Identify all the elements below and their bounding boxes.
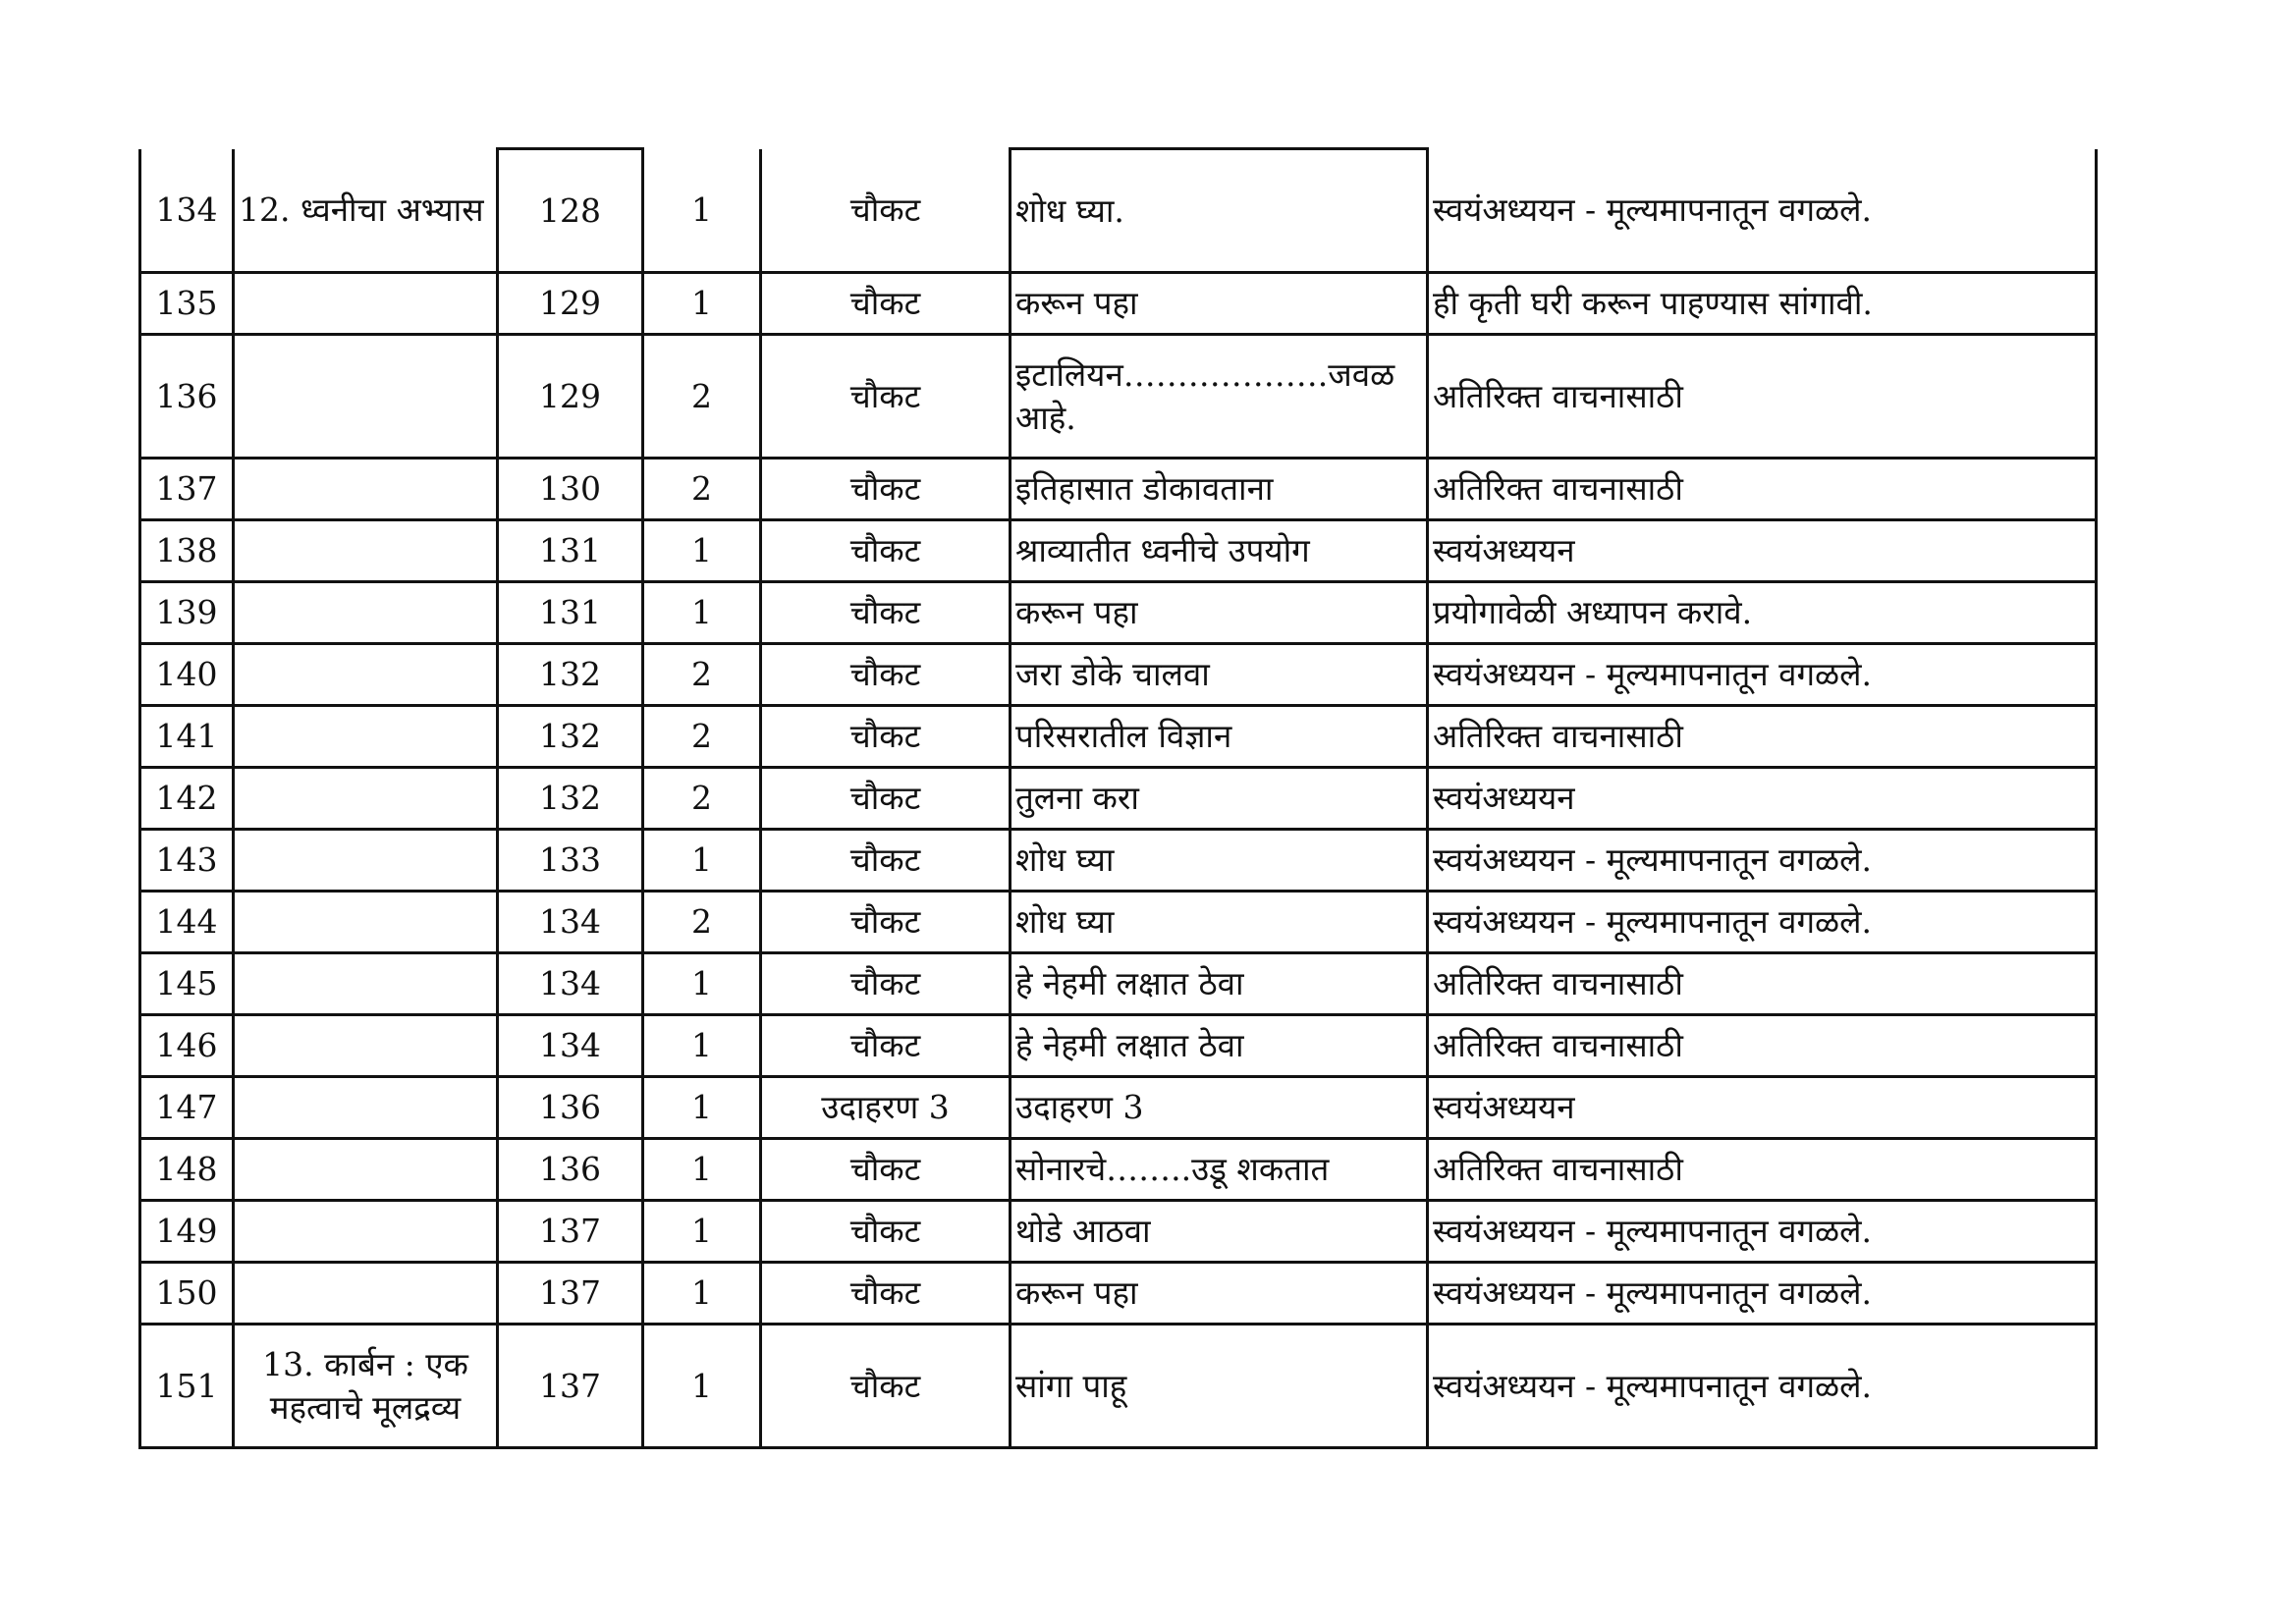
count-cell: 1 [643,830,761,892]
description-cell: करून पहा [1011,273,1428,335]
page-cell: 137 [498,1201,643,1263]
count-cell: 2 [643,459,761,520]
serial-cell: 136 [140,335,234,459]
description-cell: करून पहा [1011,582,1428,644]
description-cell: तुलना करा [1011,768,1428,830]
page-cell: 130 [498,459,643,520]
chapter-cell [234,644,498,706]
remark-cell: स्वयंअध्ययन [1428,1077,2097,1139]
type-cell: चौकट [761,1201,1011,1263]
type-cell: चौकट [761,520,1011,582]
description-cell: शोध घ्या [1011,830,1428,892]
count-cell: 1 [643,1201,761,1263]
activities-table [138,147,2098,1449]
page-cell: 134 [498,892,643,953]
serial-cell: 137 [140,459,234,520]
chapter-cell [234,1139,498,1201]
remark-cell: स्वयंअध्ययन - मूल्यमापनातून वगळले. [1428,830,2097,892]
remark-cell: स्वयंअध्ययन - मूल्यमापनातून वगळले. [1428,1263,2097,1325]
description-cell: सांगा पाहू [1011,1325,1428,1448]
chapter-cell [234,273,498,335]
page-cell: 131 [498,520,643,582]
description-cell: हे नेहमी लक्षात ठेवा [1011,1015,1428,1077]
table-row [140,273,2097,335]
serial-cell: 135 [140,273,234,335]
table-row [140,1263,2097,1325]
serial-cell: 145 [140,953,234,1015]
page-cell: 137 [498,1263,643,1325]
type-cell: चौकट [761,644,1011,706]
page-cell: 131 [498,582,643,644]
table-row [140,830,2097,892]
chapter-cell [234,706,498,768]
serial-cell: 150 [140,1263,234,1325]
description-cell: इटालियन……………….जवळ आहे. [1011,335,1428,459]
table-row [140,1325,2097,1448]
type-cell: चौकट [761,768,1011,830]
chapter-cell [234,1201,498,1263]
table-row [140,953,2097,1015]
page-cell: 132 [498,644,643,706]
remark-cell: स्वयंअध्ययन [1428,768,2097,830]
page-cell: 132 [498,706,643,768]
remark-cell: स्वयंअध्ययन - मूल्यमापनातून वगळले. [1428,1325,2097,1448]
type-cell: चौकट [761,149,1011,273]
serial-cell: 151 [140,1325,234,1448]
remark-cell: स्वयंअध्ययन [1428,520,2097,582]
description-cell: इतिहासात डोकावताना [1011,459,1428,520]
page-cell: 136 [498,1077,643,1139]
remark-cell: अतिरिक्त वाचनासाठी [1428,459,2097,520]
chapter-cell [234,1263,498,1325]
serial-cell: 140 [140,644,234,706]
chapter-cell [234,1077,498,1139]
count-cell: 1 [643,582,761,644]
description-cell: परिसरातील विज्ञान [1011,706,1428,768]
type-cell: चौकट [761,1325,1011,1448]
count-cell: 2 [643,768,761,830]
type-cell: चौकट [761,273,1011,335]
type-cell: चौकट [761,582,1011,644]
count-cell: 1 [643,520,761,582]
description-cell: जरा डोके चालवा [1011,644,1428,706]
serial-cell: 139 [140,582,234,644]
serial-cell: 134 [140,149,234,273]
table-row [140,459,2097,520]
description-cell: शोध घ्या. [1011,149,1428,273]
remark-cell: अतिरिक्त वाचनासाठी [1428,706,2097,768]
page-cell: 128 [498,149,643,273]
count-cell: 1 [643,1325,761,1448]
remark-cell: स्वयंअध्ययन - मूल्यमापनातून वगळले. [1428,892,2097,953]
chapter-cell: 13. कार्बन : एक महत्वाचे मूलद्रव्य [234,1325,498,1448]
table-row [140,768,2097,830]
remark-cell: अतिरिक्त वाचनासाठी [1428,1139,2097,1201]
remark-cell: अतिरिक्त वाचनासाठी [1428,335,2097,459]
table-row [140,644,2097,706]
description-cell: थोडे आठवा [1011,1201,1428,1263]
serial-cell: 142 [140,768,234,830]
chapter-cell [234,830,498,892]
serial-cell: 143 [140,830,234,892]
count-cell: 2 [643,892,761,953]
table-row [140,706,2097,768]
page-cell: 129 [498,335,643,459]
type-cell: उदाहरण 3 [761,1077,1011,1139]
description-cell: सोनारचे……..उडू शकतात [1011,1139,1428,1201]
description-cell: करून पहा [1011,1263,1428,1325]
remark-cell: स्वयंअध्ययन - मूल्यमापनातून वगळले. [1428,149,2097,273]
count-cell: 1 [643,953,761,1015]
page-cell: 134 [498,1015,643,1077]
remark-cell: अतिरिक्त वाचनासाठी [1428,953,2097,1015]
type-cell: चौकट [761,953,1011,1015]
chapter-cell [234,520,498,582]
serial-cell: 138 [140,520,234,582]
serial-cell: 149 [140,1201,234,1263]
count-cell: 1 [643,1077,761,1139]
remark-cell: प्रयोगावेळी अध्यापन करावे. [1428,582,2097,644]
type-cell: चौकट [761,1139,1011,1201]
chapter-cell: 12. ध्वनीचा अभ्यास [234,149,498,273]
page-cell: 134 [498,953,643,1015]
count-cell: 2 [643,706,761,768]
count-cell: 1 [643,1263,761,1325]
chapter-cell [234,335,498,459]
type-cell: चौकट [761,1015,1011,1077]
table-row [140,1201,2097,1263]
page-cell: 132 [498,768,643,830]
remark-cell: ही कृती घरी करून पाहण्यास सांगावी. [1428,273,2097,335]
description-cell: उदाहरण 3 [1011,1077,1428,1139]
description-cell: हे नेहमी लक्षात ठेवा [1011,953,1428,1015]
table-row [140,520,2097,582]
serial-cell: 146 [140,1015,234,1077]
serial-cell: 148 [140,1139,234,1201]
chapter-cell [234,892,498,953]
count-cell: 2 [643,644,761,706]
count-cell: 1 [643,1015,761,1077]
page-cell: 133 [498,830,643,892]
count-cell: 1 [643,149,761,273]
type-cell: चौकट [761,335,1011,459]
count-cell: 1 [643,1139,761,1201]
count-cell: 1 [643,273,761,335]
type-cell: चौकट [761,459,1011,520]
type-cell: चौकट [761,1263,1011,1325]
page-cell: 137 [498,1325,643,1448]
type-cell: चौकट [761,892,1011,953]
remark-cell: अतिरिक्त वाचनासाठी [1428,1015,2097,1077]
table-row [140,892,2097,953]
table-row [140,1015,2097,1077]
serial-cell: 141 [140,706,234,768]
chapter-cell [234,768,498,830]
chapter-cell [234,459,498,520]
type-cell: चौकट [761,706,1011,768]
chapter-cell [234,1015,498,1077]
remark-cell: स्वयंअध्ययन - मूल्यमापनातून वगळले. [1428,644,2097,706]
type-cell: चौकट [761,830,1011,892]
chapter-cell [234,582,498,644]
table-row [140,335,2097,459]
table-row [140,1139,2097,1201]
table-row [140,149,2097,273]
remark-cell: स्वयंअध्ययन - मूल्यमापनातून वगळले. [1428,1201,2097,1263]
serial-cell: 147 [140,1077,234,1139]
page-cell: 136 [498,1139,643,1201]
count-cell: 2 [643,335,761,459]
serial-cell: 144 [140,892,234,953]
chapter-cell [234,953,498,1015]
description-cell: श्राव्यातीत ध्वनीचे उपयोग [1011,520,1428,582]
page-cell: 129 [498,273,643,335]
table-row [140,582,2097,644]
table-row [140,1077,2097,1139]
description-cell: शोध घ्या [1011,892,1428,953]
